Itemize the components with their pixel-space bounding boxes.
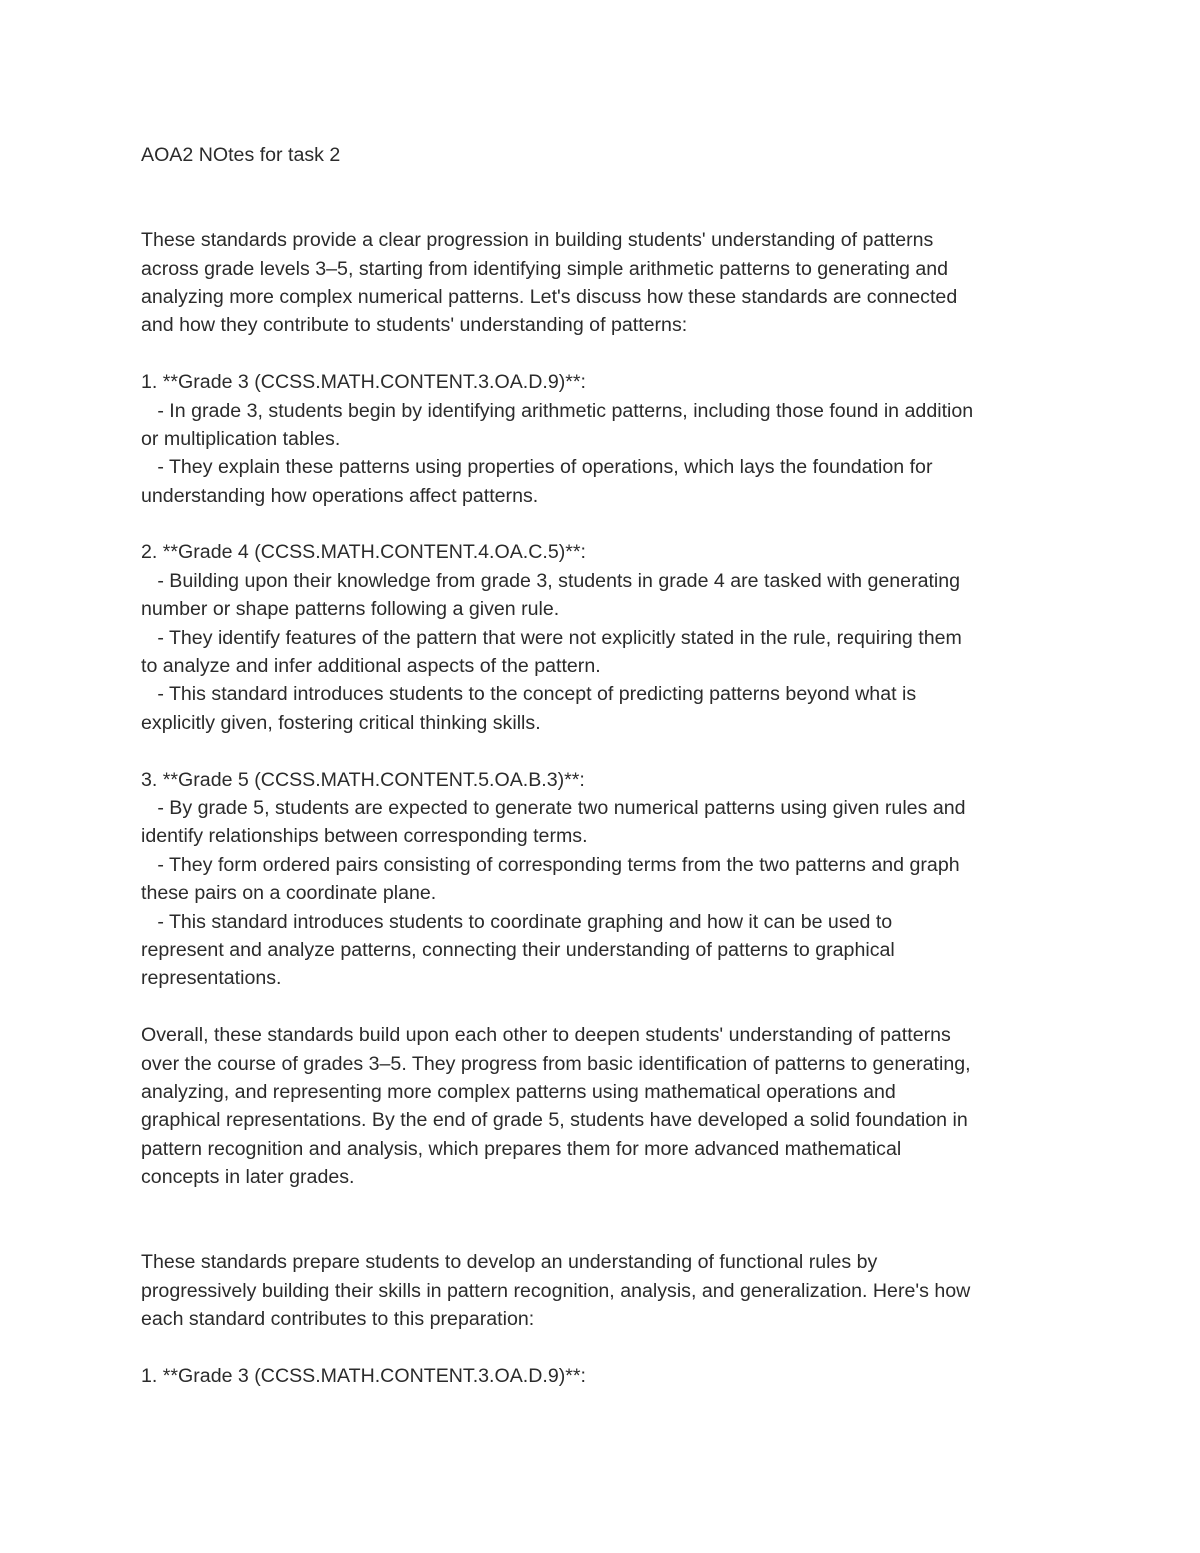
blank-line: [141, 198, 1071, 226]
blank-line: [141, 993, 1071, 1021]
paragraph-line: progressively building their skills in pattern recognition, analysis, and generalization. Here's how: [141, 1279, 971, 1302]
paragraph-line: and how they contribute to students' understanding of patterns:: [141, 314, 688, 337]
bullet-line: - They form ordered pairs consisting of corresponding terms from the two patterns and graph: [141, 853, 960, 876]
paragraph-line: concepts in later grades.: [141, 1166, 355, 1189]
paragraph-line: analyzing more complex numerical patterns. Let's discuss how these standards are connected: [141, 285, 958, 308]
blank-line: [141, 340, 1071, 368]
bullet-line: - This standard introduces students to the concept of predicting patterns beyond what is: [141, 683, 917, 706]
bullet-line: or multiplication tables.: [141, 427, 341, 450]
document-title: AOA2 NOtes for task 2: [141, 144, 341, 166]
blank-line: [141, 1333, 1071, 1361]
bullet-line: - Building upon their knowledge from grade 3, students in grade 4 are tasked with generating: [141, 569, 961, 592]
bullet-line: number or shape patterns following a given rule.: [141, 598, 560, 621]
second-intro-paragraph: [141, 1248, 1071, 1333]
section-heading: 1. **Grade 3 (CCSS.MATH.CONTENT.3.OA.D.9)**:: [141, 371, 586, 394]
section-heading: 2. **Grade 4 (CCSS.MATH.CONTENT.4.OA.C.5)**:: [141, 541, 586, 564]
bullet-line: these pairs on a coordinate plane.: [141, 882, 437, 905]
paragraph-line: across grade levels 3–5, starting from identifying simple arithmetic patterns to generating and: [141, 257, 949, 280]
intro-paragraph: [141, 226, 1071, 340]
bullet-line: - By grade 5, students are expected to generate two numerical patterns using given rules and: [141, 796, 966, 819]
bullet-line: representations.: [141, 967, 282, 990]
bullet-line: - They identify features of the pattern that were not explicitly stated in the rule, requiring them: [141, 626, 962, 649]
blank-line: [141, 737, 1071, 765]
paragraph-line: over the course of grades 3–5. They progress from basic identification of patterns to generating,: [141, 1052, 971, 1075]
blank-line: [141, 1191, 1071, 1219]
paragraph-line: pattern recognition and analysis, which prepares them for more advanced mathematical: [141, 1137, 902, 1160]
bullet-line: - In grade 3, students begin by identifying arithmetic patterns, including those found in addition: [141, 399, 974, 422]
paragraph-line: These standards provide a clear progression in building students' understanding of patterns: [141, 229, 934, 252]
bullet-line: to analyze and infer additional aspects of the pattern.: [141, 655, 601, 678]
overall-paragraph: [141, 1021, 1071, 1191]
section-heading: 3. **Grade 5 (CCSS.MATH.CONTENT.5.OA.B.3)**:: [141, 768, 585, 791]
paragraph-line: Overall, these standards build upon each other to deepen students' understanding of patterns: [141, 1024, 951, 1047]
bullet-line: represent and analyze patterns, connecting their understanding of patterns to graphical: [141, 938, 895, 961]
blank-line: [141, 169, 1071, 197]
bullet-line: - This standard introduces students to coordinate graphing and how it can be used to: [141, 910, 893, 933]
paragraph-line: graphical representations. By the end of grade 5, students have developed a solid foundation in: [141, 1109, 968, 1132]
grade-4-section: [141, 538, 1071, 737]
blank-line: [141, 1220, 1071, 1248]
grade-5-section: [141, 766, 1071, 993]
document-body: [141, 141, 1071, 1390]
paragraph-line: each standard contributes to this preparation:: [141, 1308, 535, 1331]
bullet-line: identify relationships between corresponding terms.: [141, 825, 588, 848]
grade-3-functional-section: [141, 1362, 1071, 1390]
section-heading: 1. **Grade 3 (CCSS.MATH.CONTENT.3.OA.D.9)**:: [141, 1364, 586, 1387]
bullet-line: understanding how operations affect patterns.: [141, 484, 539, 507]
bullet-line: explicitly given, fostering critical thinking skills.: [141, 711, 541, 734]
paragraph-line: These standards prepare students to develop an understanding of functional rules by: [141, 1251, 878, 1274]
paragraph-line: analyzing, and representing more complex patterns using mathematical operations and: [141, 1080, 896, 1103]
bullet-line: - They explain these patterns using properties of operations, which lays the foundation for: [141, 456, 933, 479]
blank-line: [141, 510, 1071, 538]
grade-3-section: [141, 368, 1071, 510]
